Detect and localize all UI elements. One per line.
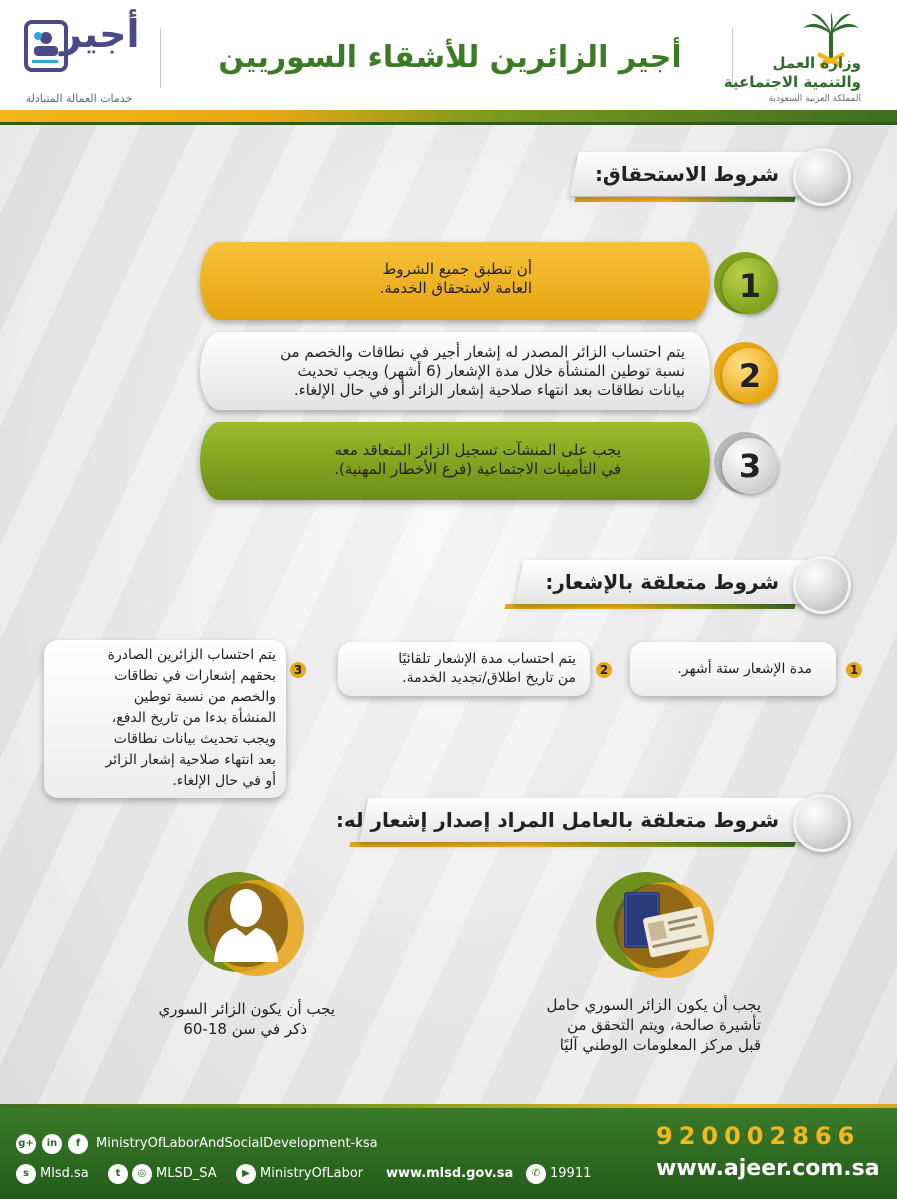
notice-card-3-line7: أو في حال الإلغاء. (172, 773, 276, 789)
notice-card-3-line3: والخصم من نسبة توطين (133, 689, 276, 705)
num-badge-1: 1 (722, 258, 778, 314)
notice-card-3-line6: بعد انتهاء صلاحية إشعار الزائر (105, 752, 276, 768)
eligibility-text-2a: يتم احتساب الزائر المصدر له إشعار أجير في نطاقات والخصم من (280, 343, 685, 361)
header-divider-left (160, 28, 161, 88)
section1-title: شروط الاستحقاق: (594, 162, 779, 186)
section1-underline (574, 197, 795, 202)
section3-title: شروط متعلقة بالعامل المراد إصدار إشعار له: (335, 808, 779, 832)
notice-card-2-line2: من تاريخ اطلاق/تجديد الخدمة. (402, 670, 576, 686)
snapchat-handle[interactable]: Mlsd.sa (40, 1166, 89, 1181)
section3-circle (793, 794, 851, 852)
section2-title: شروط متعلقة بالإشعار: (545, 570, 779, 594)
visa-requirement-line3: قبل مركز المعلومات الوطني آليًا (559, 1036, 761, 1054)
num-badge-3: 3 (722, 438, 778, 494)
eligibility-text-1b: العامة لاستحقاق الخدمة. (379, 279, 532, 297)
section2-circle (793, 556, 851, 614)
ministry-country: المملكة العربية السعودية (768, 94, 861, 104)
notice-card-3-line4: المنشأة بدءا من تاريخ الدفع، (111, 710, 276, 726)
age-requirement-line1: يجب أن يكون الزائر السوري (158, 1000, 335, 1018)
passport-card-icon (590, 870, 720, 980)
section2-underline (504, 604, 795, 609)
ajeer-phone: 920002866 (656, 1122, 861, 1150)
header-stripe-dark (0, 122, 897, 125)
twitter-icon[interactable]: t (108, 1164, 128, 1184)
notice-num-3: 3 (290, 662, 306, 678)
social-handle[interactable]: MinistryOfLaborAndSocialDevelopment-ksa (96, 1136, 378, 1151)
twitter-handle[interactable]: MLSD_SA (156, 1166, 217, 1181)
youtube-icon[interactable]: ▶ (236, 1164, 256, 1184)
phone-icon: ✆ (526, 1164, 546, 1184)
page-title: أجير الزائرين للأشقاء السوريين (218, 40, 682, 75)
ajeer-wordmark: أجير (60, 12, 140, 56)
eligibility-text-1a: أن تنطبق جميع الشروط (382, 260, 532, 278)
notice-card-3-line1: يتم احتساب الزائرين الصادرة (107, 647, 276, 663)
ministry-name-line1: وزارة العمل (772, 54, 861, 72)
youtube-handle[interactable]: MinistryOfLabor (260, 1166, 364, 1181)
facebook-icon[interactable]: f (68, 1134, 88, 1154)
notice-card-3-line2: بحقهم إشعارات في نطاقات (114, 668, 276, 684)
age-requirement-line2: ذكر في سن 18-60 (183, 1020, 307, 1038)
section1-circle (793, 148, 851, 206)
eligibility-text-3a: يجب على المنشآت تسجيل الزائر المتعاقد معه (334, 441, 621, 459)
ministry-website[interactable]: www.mlsd.gov.sa (386, 1166, 514, 1181)
linkedin-icon[interactable]: in (42, 1134, 62, 1154)
visa-requirement-line2: تأشيرة صالحة، ويتم التحقق من (567, 1016, 761, 1034)
google-plus-icon[interactable]: g+ (16, 1134, 36, 1154)
notice-card-1-text: مدة الإشعار ستة أشهر. (677, 661, 812, 677)
ajeer-subtitle: خدمات العمالة المتبادلة (25, 92, 133, 105)
instagram-icon[interactable]: ◎ (132, 1164, 152, 1184)
notice-num-2: 2 (596, 662, 612, 678)
eligibility-text-3b: في التأمينات الاجتماعية (فرع الأخطار المهنية). (334, 460, 621, 478)
person-silhouette-icon (180, 870, 310, 980)
notice-card-1 (630, 642, 836, 696)
section3-underline (349, 842, 795, 847)
notice-card-3 (44, 640, 286, 798)
visa-requirement-line1: يجب أن يكون الزائر السوري حامل (546, 996, 761, 1014)
notice-card-2 (338, 642, 590, 696)
notice-num-1: 1 (846, 662, 862, 678)
ajeer-website[interactable]: www.ajeer.com.sa (656, 1156, 880, 1181)
num-badge-2: 2 (722, 348, 778, 404)
notice-card-3-line5: ويجب تحديث بيانات نطاقات (113, 731, 276, 747)
notice-card-2-line1: يتم احتساب مدة الإشعار تلقائيًا (398, 651, 576, 667)
ministry-name-line2: والتنمية الاجتماعية (723, 73, 861, 91)
footer (0, 1108, 897, 1199)
header (0, 0, 897, 112)
eligibility-text-2b: نسبة توطين المنشأة خلال مدة الإشعار (6 أشهر) ويجب تحديث (297, 362, 685, 380)
snapchat-icon[interactable]: s (16, 1164, 36, 1184)
eligibility-text-2c: بيانات نطاقات بعد انتهاء صلاحية إشعار الزائر أو في حال الإلغاء. (293, 381, 685, 399)
ministry-phone: 19911 (550, 1166, 592, 1181)
